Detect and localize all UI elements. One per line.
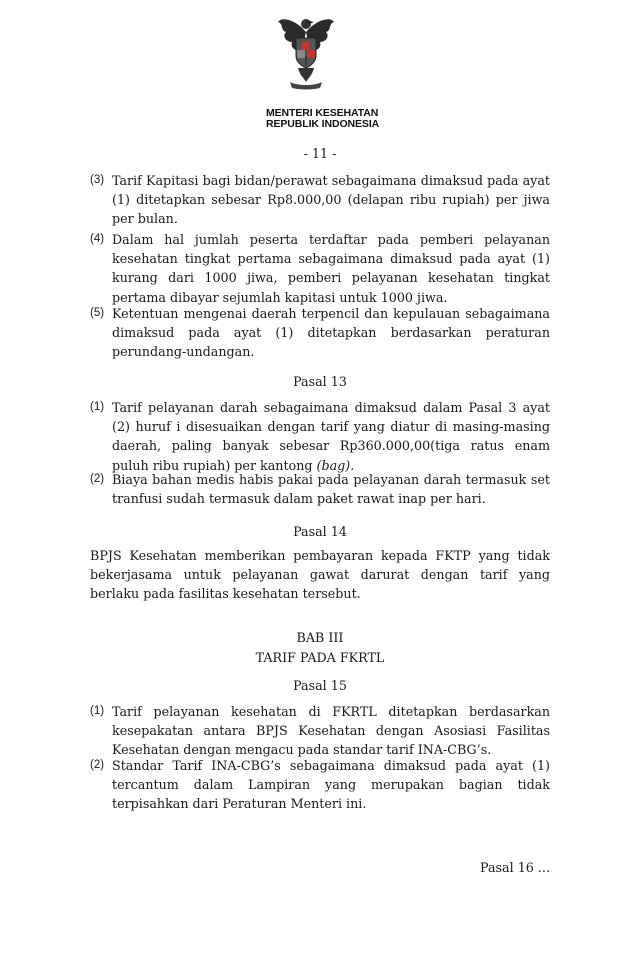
item-number: (1) xyxy=(90,705,105,717)
pasal-14-heading: Pasal 14 xyxy=(293,524,347,539)
item-text xyxy=(112,398,550,475)
item-text: Tarif Kapitasi bagi bidan/perawat sebagaimana dimaksud pada ayat (1) ditetapkan sebesar Rp8.000,00 (delapan ribu rupiah) per jiwa per bulan. xyxy=(112,173,550,227)
pasal-14-text: BPJS Kesehatan memberikan pembayaran kepada FKTP yang tidak bekerjasama untuk pelayanan gawat darurat dengan tarif yang berlaku pada fasilitas kesehatan tersebut. xyxy=(90,548,550,602)
page-number: - 11 - xyxy=(303,146,337,161)
chapter-subtitle: TARIF PADA FKRTL xyxy=(255,650,385,665)
list-item xyxy=(90,398,550,475)
list-item xyxy=(90,230,550,307)
item-text: Ketentuan mengenai daerah terpencil dan kepulauan sebagaimana dimaksud pada ayat (1) ditetapkan berdasarkan peraturan perundang-undangan. xyxy=(112,306,550,360)
item-text: Standar Tarif INA-CBG’s sebagaimana dimaksud pada ayat (1) tercantum dalam Lampiran yang merupakan bagian tidak terpisahkan dari Peraturan Menteri ini. xyxy=(112,758,550,812)
next-page-reference: Pasal 16 ... xyxy=(480,860,550,875)
item-number: (2) xyxy=(90,759,105,771)
ministry-name xyxy=(266,107,380,130)
item-number: (2) xyxy=(90,473,105,485)
list-item xyxy=(90,756,550,814)
chapter-title: BAB III xyxy=(296,630,344,645)
item-text: Biaya bahan medis habis pakai pada pelayanan darah termasuk set tranfusi sudah termasuk dalam paket rawat inap per hari. xyxy=(112,472,550,507)
list-item xyxy=(90,171,550,229)
item-text: Tarif pelayanan kesehatan di FKRTL ditetapkan berdasarkan kesepakatan antara BPJS Kesehatan dengan Asosiasi Fasilitas Kesehatan dengan mengacu pada standar tarif INA-CBG’s. xyxy=(112,704,550,758)
item-text: Dalam hal jumlah peserta terdaftar pada pemberi pelayanan kesehatan tingkat pertama sebagaimana dimaksud pada ayat (1) kurang dari 1000 jiwa, pemberi pelayanan kesehatan tingkat pertama dibayar sejumlah kapitasi untuk 1000 jiwa. xyxy=(112,232,550,305)
list-item xyxy=(90,470,550,508)
letterhead xyxy=(240,12,380,138)
item-number: (3) xyxy=(90,174,105,186)
pasal-15-heading: Pasal 15 xyxy=(293,678,347,693)
ministry-line-2: REPUBLIK INDONESIA xyxy=(266,118,380,130)
item-number: (5) xyxy=(90,307,105,319)
pasal-13-heading: Pasal 13 xyxy=(293,374,347,389)
list-item xyxy=(90,304,550,362)
list-item xyxy=(90,702,550,760)
item-number: (4) xyxy=(90,233,105,245)
garuda-emblem-icon xyxy=(276,12,336,92)
item-text-main: Tarif pelayanan darah sebagaimana dimaksud dalam Pasal 3 ayat (2) huruf i disesuaikan dengan tarif yang diatur di masing-masing daerah, paling banyak sebesar Rp360.000,00(tiga ratus enam puluh ribu rupiah) per kantong xyxy=(112,400,550,473)
item-text-italic: (bag). xyxy=(316,457,355,473)
item-number: (1) xyxy=(90,401,105,413)
ministry-line-1: MENTERI KESEHATAN xyxy=(266,107,379,119)
